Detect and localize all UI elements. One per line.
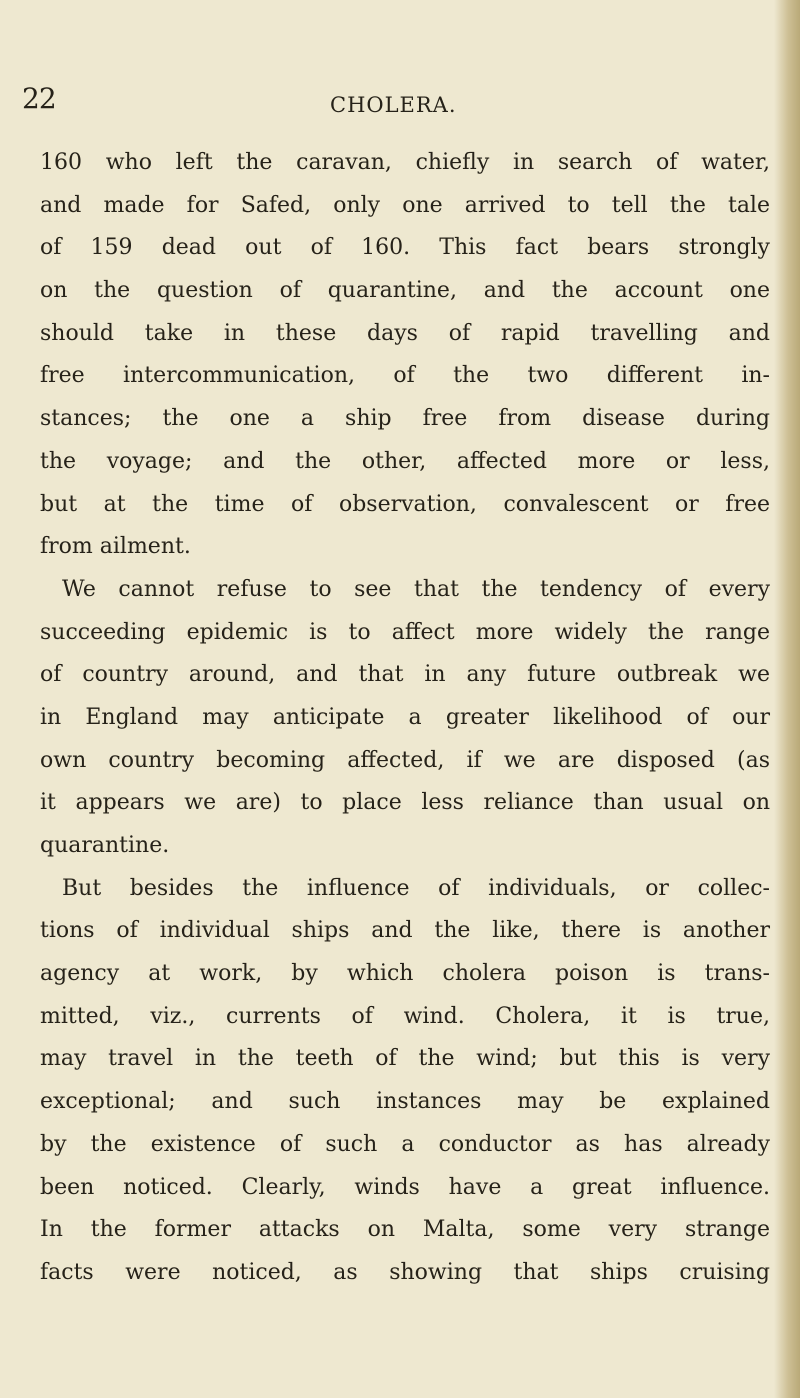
text-line: In the former attacks on Malta, some very strange xyxy=(40,1217,770,1243)
text-line: We cannot refuse to see that the tendency of every xyxy=(62,576,770,602)
text-line: stances; the one a ship free from disease during xyxy=(40,406,770,432)
page-edge-shadow xyxy=(774,0,800,1398)
text-line: 160 who left the caravan, chiefly in search of water, xyxy=(40,150,770,175)
text-line: been noticed. Clearly, winds have a great influence. xyxy=(40,1174,770,1200)
text-line: But besides the influence of individuals, or collec- xyxy=(62,875,770,901)
text-line: agency at work, by which cholera poison is trans- xyxy=(40,961,770,987)
text-line: from ailment. xyxy=(40,534,191,560)
text-line: and made for Safed, only one arrived to tell the tale xyxy=(40,192,770,218)
text-line: free intercommunication, of the two different in- xyxy=(40,363,770,389)
text-line: of 159 dead out of 160. This fact bears strongly xyxy=(40,235,770,261)
text-line: on the question of quarantine, and the account one xyxy=(40,278,770,304)
text-line: facts were noticed, as showing that ships cruising xyxy=(40,1259,770,1285)
text-line: own country becoming affected, if we are disposed (as xyxy=(40,747,770,773)
text-line: in England may anticipate a greater likelihood of our xyxy=(40,704,770,730)
text-line: should take in these days of rapid travelling and xyxy=(40,320,770,346)
text-line: may travel in the teeth of the wind; but this is very xyxy=(40,1046,770,1072)
text-line: by the existence of such a conductor as has already xyxy=(40,1131,770,1157)
page-number: 22 xyxy=(22,82,56,115)
text-line: mitted, viz., currents of wind. Cholera, it is true, xyxy=(40,1003,770,1029)
text-line: the voyage; and the other, affected more or less, xyxy=(40,448,770,474)
text-line: it appears we are) to place less reliance than usual on xyxy=(40,790,770,816)
running-head: CHOLERA. xyxy=(330,93,457,117)
text-line: tions of individual ships and the like, there is another xyxy=(40,918,770,944)
text-line: of country around, and that in any future outbreak we xyxy=(40,662,770,688)
text-line: quarantine. xyxy=(40,833,170,858)
text-line: succeeding epidemic is to affect more widely the range xyxy=(40,619,770,645)
text-line: but at the time of observation, convalescent or free xyxy=(40,491,770,517)
text-line: exceptional; and such instances may be explained xyxy=(40,1089,770,1115)
body-text xyxy=(40,142,770,1295)
